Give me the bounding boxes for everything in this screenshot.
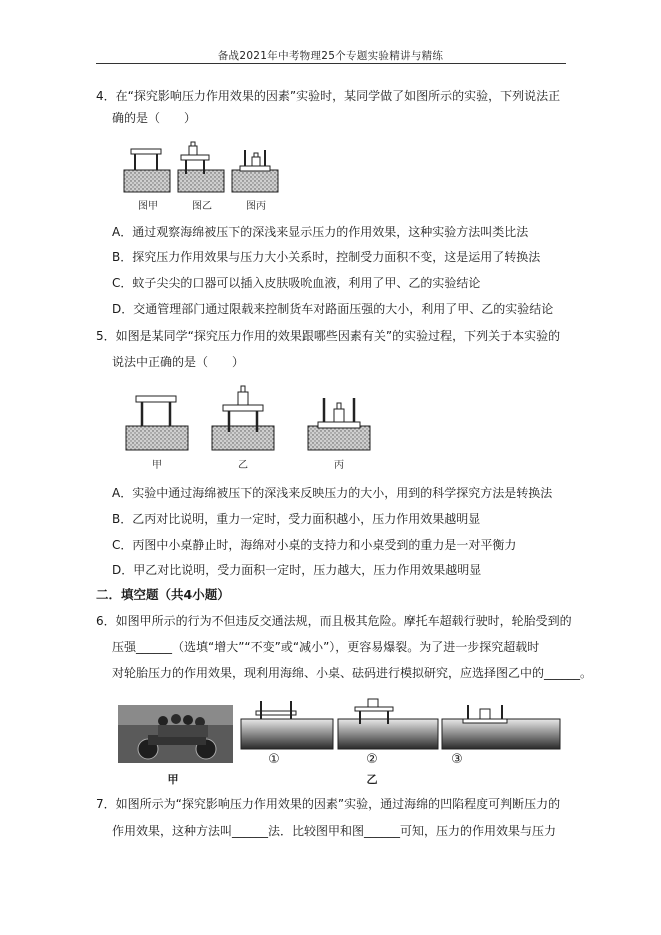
q6-line-1: 6．如图甲所示的行为不但违反交通法规，而且极其危险。摩托车超载行驶时，轮胎受到的 [96,614,572,628]
q6-line-3: 对轮胎压力的作用效果，现利用海绵、小桌、砝码进行模拟研究，应选择图乙中的______。 [112,666,593,680]
page-header: 备战2021年中考物理25个专题实验精讲与精练 [217,50,444,62]
q5-option-b: B．乙丙对比说明，重力一定时，受力面积越小，压力作用效果越明显 [112,512,481,526]
q5-label-bing: 丙 [334,460,344,471]
q5-fig-bing [308,398,370,450]
q5-label-jia: 甲 [152,460,162,471]
q4-label-bing: 图丙 [246,201,266,212]
q6-circle-1: ① [268,752,280,767]
q4-fig-yi [178,142,224,192]
q5-stem-line-2: 说法中正确的是（ ） [112,355,245,369]
q4-option-d: D．交通管理部门通过限载来控制货车对路面压强的大小，利用了甲、乙的实验结论 [112,302,554,316]
q6-foam-block-2 [338,699,438,749]
q4-fig-bing [232,150,278,192]
q6-figure [118,697,568,787]
q4-figure [118,136,283,214]
q4-stem-line-2: 确的是（ ） [112,111,197,125]
q4-label-yi: 图乙 [192,201,212,212]
q5-label-yi: 乙 [238,460,248,471]
q6-photo-motorcycle [118,705,233,763]
q4-fig-jia [124,149,170,192]
q6-foam-block-1 [241,701,333,749]
q4-option-b: B．探究压力作用效果与压力大小关系时，控制受力面积不变，这是运用了转换法 [112,250,541,264]
q6-label-yi: 乙 [366,773,378,786]
q6-circle-3: ③ [451,752,463,767]
q6-circle-2: ② [366,752,378,767]
q6-foam-block-3 [442,705,560,749]
q4-option-a: A．通过观察海绵被压下的深浅来显示压力的作用效果，这种实验方法叫类比法 [112,225,529,239]
q4-label-jia: 图甲 [138,201,158,212]
q7-line-1: 7．如图所示为“探究影响压力作用效果的因素”实验，通过海绵的凹陷程度可判断压力的 [96,797,561,811]
q5-stem-line-1: 5．如图是某同学“探究压力作用的效果跟哪些因素有关”的实验过程，下列关于本实验的 [96,329,561,343]
q5-option-a: A．实验中通过海绵被压下的深浅来反映压力的大小，用到的科学探究方法是转换法 [112,486,553,500]
q5-option-c: C．丙图中小桌静止时，海绵对小桌的支持力和小桌受到的重力是一对平衡力 [112,538,517,552]
q5-figure [120,382,390,474]
q5-fig-yi [212,386,274,450]
section-fill-in-blank-title: 二．填空题（共4小题） [96,587,230,602]
q6-line-2: 压强______（选填“增大”“不变”或“减小”），更容易爆裂。为了进一步探究超载时 [112,640,540,654]
q5-option-d: D．甲乙对比说明，受力面积一定时，压力越大，压力作用效果越明显 [112,563,482,577]
q6-label-jia: 甲 [167,773,179,786]
q4-option-c: C．蚊子尖尖的口器可以插入皮肤吸吮血液，利用了甲、乙的实验结论 [112,276,481,290]
q7-line-2: 作用效果，这种方法叫______法．比较图甲和图______可知，压力的作用效果与压力 [112,824,557,838]
q4-stem-line-1: 4．在“探究影响压力作用效果的因素”实验时，某同学做了如图所示的实验，下列说法正 [96,89,561,103]
header-divider [96,63,566,64]
q5-fig-jia [126,396,188,450]
